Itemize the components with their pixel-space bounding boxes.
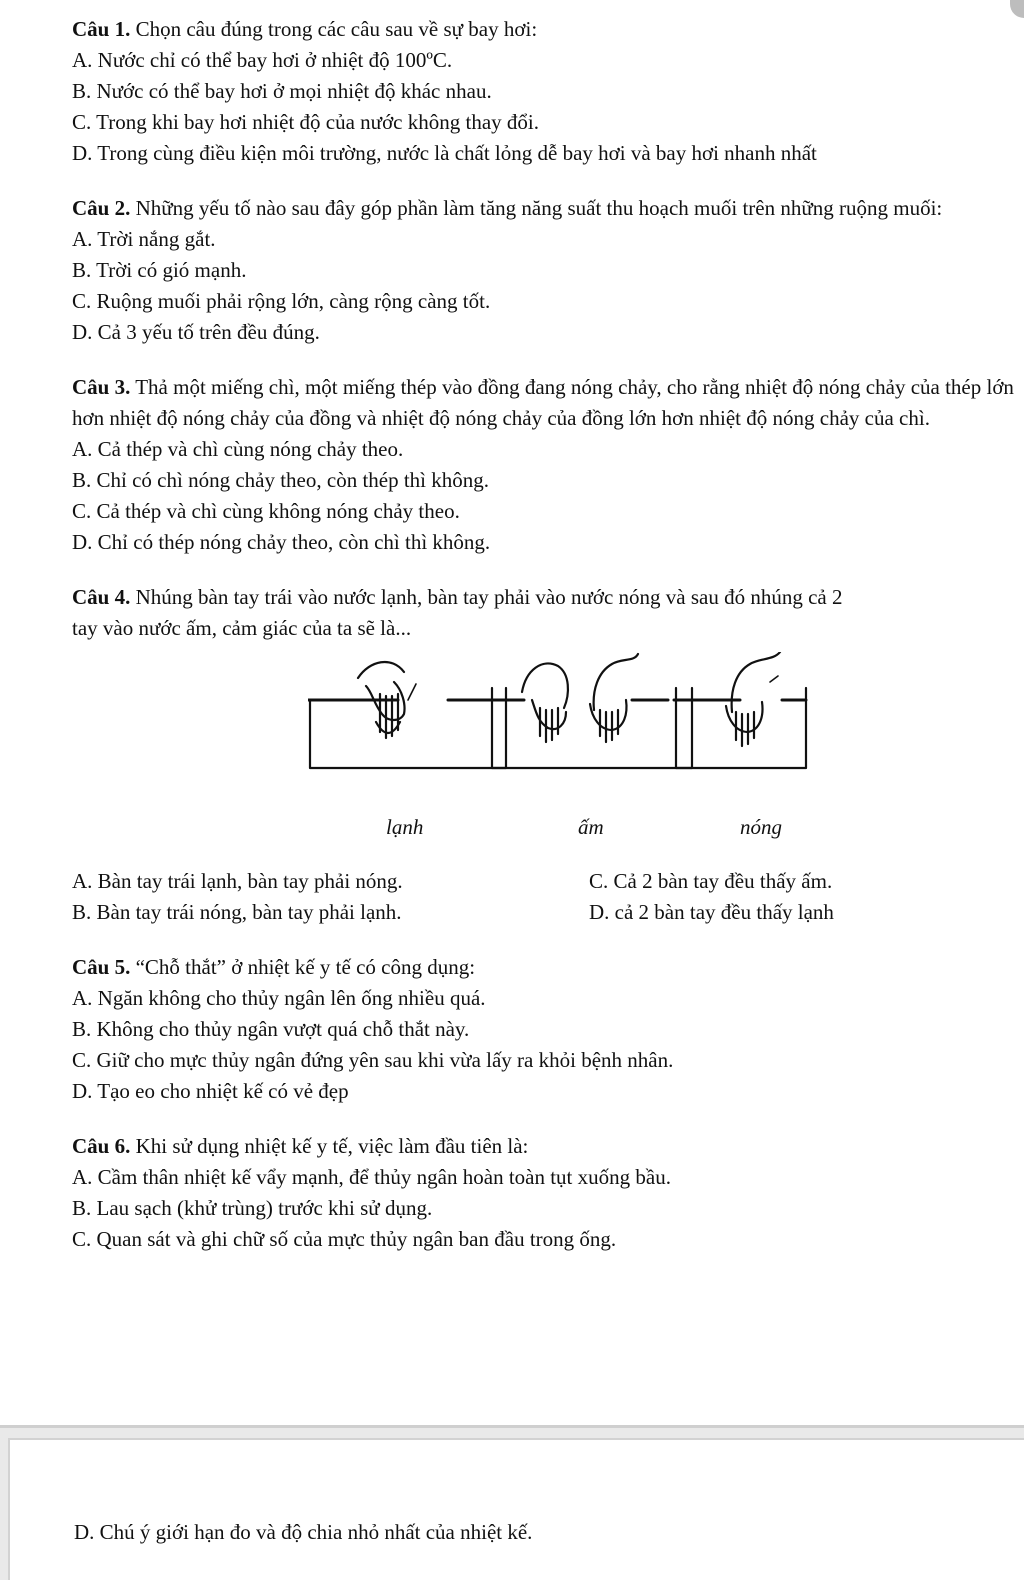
question-1-option-a[interactable]: A. Nước chỉ có thể bay hơi ở nhiệt độ 100ºC. xyxy=(72,48,453,72)
question-6-text: Khi sử dụng nhiệt kế y tế, việc làm đầu tiên là: xyxy=(130,1134,529,1158)
question-6-option-d[interactable]: D. Chú ý giới hạn đo và độ chia nhỏ nhất của nhiệt kế. xyxy=(74,1520,533,1544)
question-3 xyxy=(72,372,1016,558)
question-3-option-b[interactable]: B. Chỉ có chì nóng chảy theo, còn thép thì không. xyxy=(72,468,490,492)
question-5-option-c[interactable]: C. Giữ cho mực thủy ngân đứng yên sau khi vừa lấy ra khỏi bệnh nhân. xyxy=(72,1048,674,1072)
question-6-option-a[interactable]: A. Cầm thân nhiệt kế vẩy mạnh, để thủy ngân hoàn toàn tụt xuống bầu. xyxy=(72,1165,671,1189)
question-6-stem xyxy=(72,1131,1016,1162)
question-1-option-d[interactable]: D. Trong cùng điều kiện môi trường, nước là chất lỏng dễ bay hơi và bay hơi nhanh nhất xyxy=(72,141,817,165)
question-2-option-b[interactable]: B. Trời có gió mạnh. xyxy=(72,258,247,282)
question-5-text: “Chỗ thắt” ở nhiệt kế y tế có công dụng: xyxy=(130,955,476,979)
question-3-option-a[interactable]: A. Cả thép và chì cùng nóng chảy theo. xyxy=(72,437,404,461)
question-1-stem xyxy=(72,14,1016,45)
question-4-option-c[interactable]: C. Cả 2 bàn tay đều thấy ấm. xyxy=(589,869,833,893)
question-2-option-a[interactable]: A. Trời nắng gắt. xyxy=(72,227,216,251)
question-5 xyxy=(72,952,1016,1107)
question-4-label: Câu 4. xyxy=(72,585,131,609)
figure-label-hot: nóng xyxy=(740,815,782,839)
question-2-text: Những yếu tố nào sau đây góp phần làm tăng năng suất thu hoạch muối trên những ruộng muối: xyxy=(130,196,943,220)
question-3-label: Câu 3. xyxy=(72,375,131,399)
question-list xyxy=(72,14,1016,1255)
question-4 xyxy=(72,582,1016,928)
question-3-text: Thả một miếng chì, một miếng thép vào đồng đang nóng chảy, cho rằng nhiệt độ nóng chảy của thép lớn hơn nhiệt độ nóng chảy của đồng và nhiệt độ nóng chảy của đồng lớn hơn nhiệt độ nóng chảy của chì. xyxy=(72,375,1014,430)
question-4-option-b[interactable]: B. Bàn tay trái nóng, bàn tay phải lạnh. xyxy=(72,900,402,924)
document-page-continued xyxy=(8,1438,1024,1580)
question-2-label: Câu 2. xyxy=(72,196,131,220)
question-1-text: Chọn câu đúng trong các câu sau về sự bay hơi: xyxy=(130,17,538,41)
question-5-option-d[interactable]: D. Tạo eo cho nhiệt kế có vẻ đẹp xyxy=(72,1079,349,1103)
question-4-stem-line-1 xyxy=(72,582,1016,613)
question-3-stem xyxy=(72,372,1016,434)
question-4-stem-line-2: tay vào nước ấm, cảm giác của ta sẽ là... xyxy=(72,616,412,640)
hands-in-water-figure xyxy=(308,652,808,852)
question-1-label: Câu 1. xyxy=(72,17,131,41)
figure-label-warm: ấm xyxy=(578,815,604,839)
question-4-option-d[interactable]: D. cả 2 bàn tay đều thấy lạnh xyxy=(589,900,834,924)
question-1 xyxy=(72,14,1016,169)
both-hands-warm xyxy=(522,654,638,742)
question-5-stem xyxy=(72,952,1016,983)
question-6-option-c[interactable]: C. Quan sát và ghi chữ số của mực thủy ngân ban đầu trong ống. xyxy=(72,1227,617,1251)
question-2-option-c[interactable]: C. Ruộng muối phải rộng lớn, càng rộng càng tốt. xyxy=(72,289,491,313)
question-4-text: Nhúng bàn tay trái vào nước lạnh, bàn tay phải vào nước nóng và sau đó nhúng cả 2 xyxy=(130,585,843,609)
question-5-option-b[interactable]: B. Không cho thủy ngân vượt quá chỗ thắt này. xyxy=(72,1017,470,1041)
question-5-label: Câu 5. xyxy=(72,955,131,979)
question-6-option-b[interactable]: B. Lau sạch (khử trùng) trước khi sử dụng. xyxy=(72,1196,433,1220)
question-4-option-a[interactable]: A. Bàn tay trái lạnh, bàn tay phải nóng. xyxy=(72,869,403,893)
question-2-stem xyxy=(72,193,1016,224)
hot-basin xyxy=(674,688,806,768)
question-3-option-c[interactable]: C. Cả thép và chì cùng không nóng chảy theo. xyxy=(72,499,460,523)
hands-in-water-illustration xyxy=(308,652,808,812)
warm-basin xyxy=(490,688,692,768)
question-6 xyxy=(72,1131,1016,1255)
question-4-options xyxy=(72,866,1016,928)
question-6-label: Câu 6. xyxy=(72,1134,131,1158)
question-1-option-c[interactable]: C. Trong khi bay hơi nhiệt độ của nước không thay đổi. xyxy=(72,110,539,134)
question-1-option-b[interactable]: B. Nước có thể bay hơi ở mọi nhiệt độ khác nhau. xyxy=(72,79,492,103)
cold-basin xyxy=(308,684,508,768)
question-5-option-a[interactable]: A. Ngăn không cho thủy ngân lên ống nhiều quá. xyxy=(72,986,486,1010)
question-2 xyxy=(72,193,1016,348)
question-2-option-d[interactable]: D. Cả 3 yếu tố trên đều đúng. xyxy=(72,320,320,344)
question-3-option-d[interactable]: D. Chỉ có thép nóng chảy theo, còn chì thì không. xyxy=(72,530,491,554)
figure-label-cold: lạnh xyxy=(386,815,424,839)
